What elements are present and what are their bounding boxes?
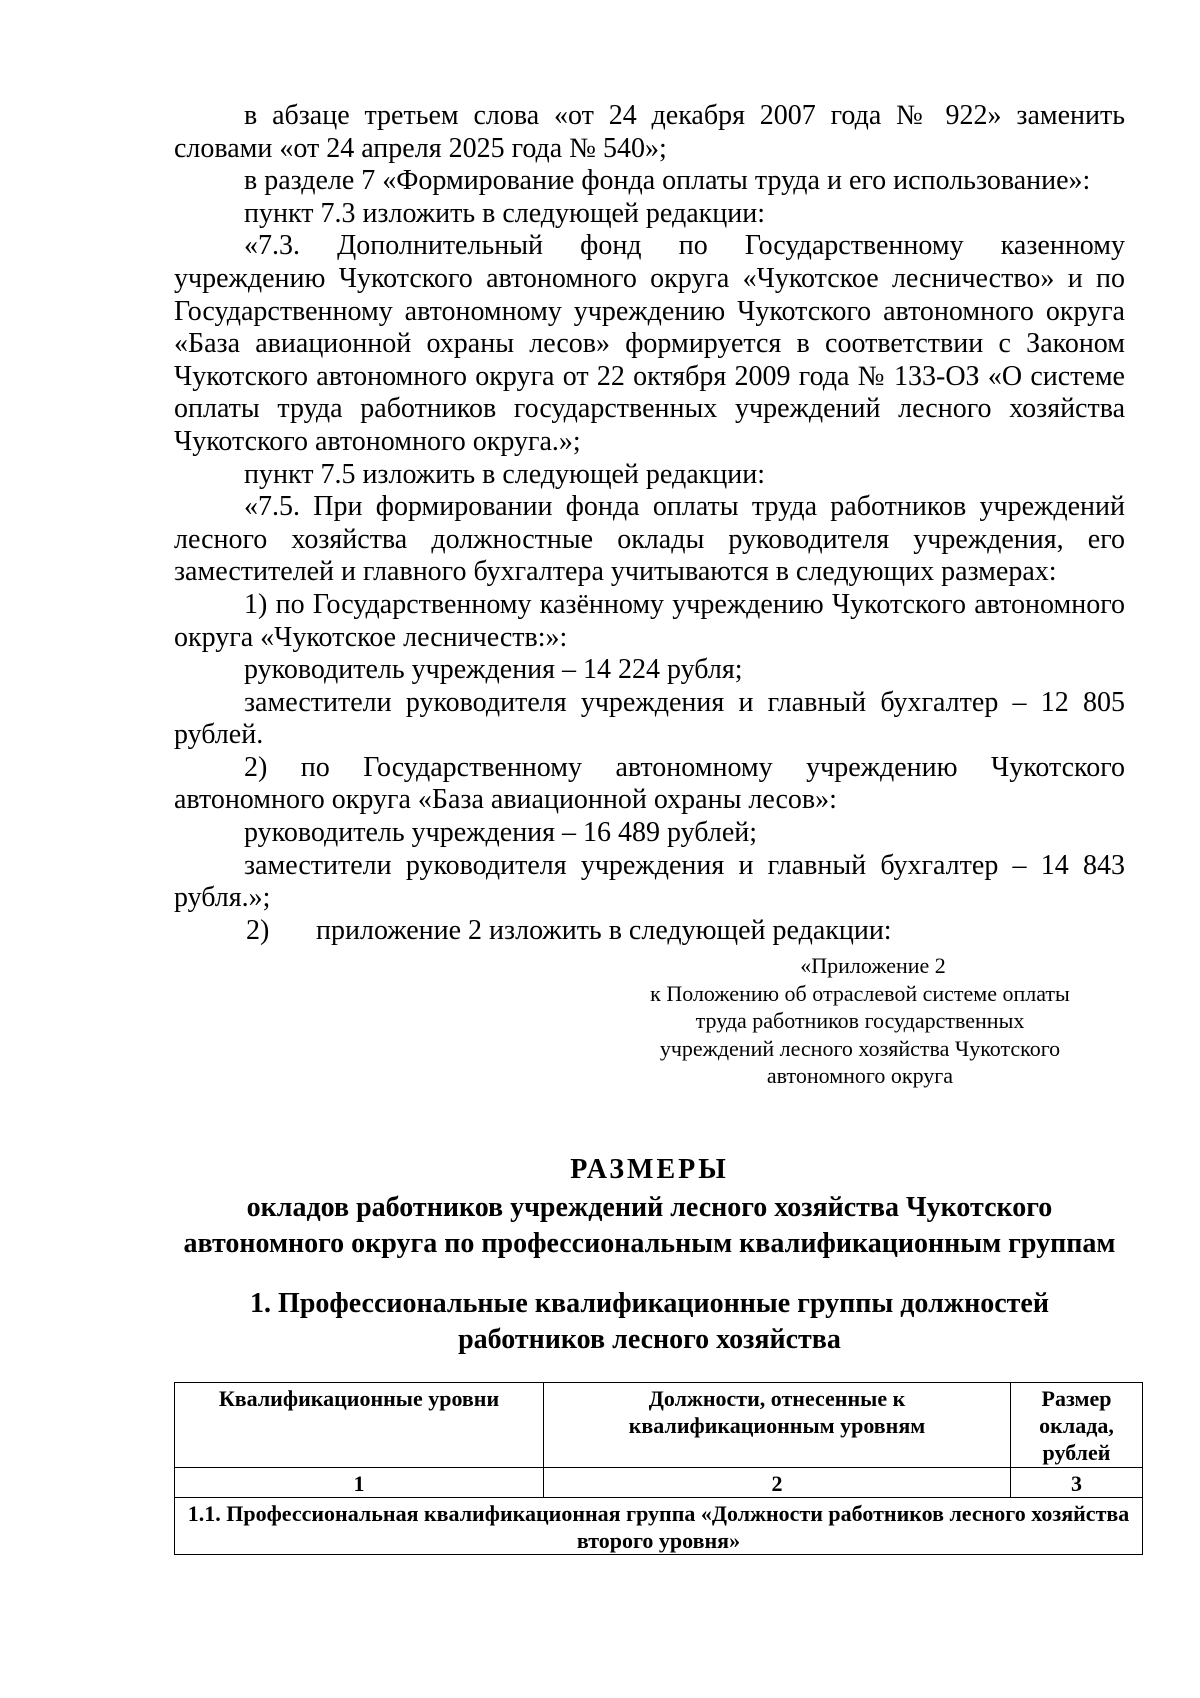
appendix-line: «Приложение 2 bbox=[800, 953, 946, 978]
table-header-cell: Размер оклада, рублей bbox=[1011, 1383, 1143, 1468]
appendix-line: учреждений лесного хозяйства Чукотского bbox=[659, 1035, 1061, 1061]
paragraph: заместители руководителя учреждения и главный бухгалтер – 14 843 рубля.»; bbox=[174, 849, 1125, 914]
subtitle-line: автономного округа по профессиональным квалификационным группам bbox=[183, 1228, 1116, 1259]
table-row bbox=[175, 1468, 1143, 1498]
paragraph: пункт 7.5 изложить в следующей редакции: bbox=[244, 458, 765, 490]
list-item-number: 2) bbox=[246, 914, 270, 946]
section-heading-line: работников лесного хозяйства bbox=[458, 1324, 841, 1355]
table-header-text: Должности, отнесенные к квалификационным уровням bbox=[628, 1386, 926, 1438]
paragraph: пункт 7.3 изложить в следующей редакции: bbox=[244, 197, 765, 229]
appendix-line: труда работников государственных bbox=[695, 1008, 1025, 1033]
section-heading bbox=[174, 1286, 1125, 1358]
table-cell: 1 bbox=[175, 1468, 544, 1498]
table-cell: 3 bbox=[1011, 1468, 1143, 1498]
paragraph: 1) по Государственному казённому учреждению Чукотского автономного округа «Чукотское лесничеств:»: bbox=[174, 588, 1125, 653]
salary-table bbox=[174, 1382, 1143, 1555]
table-cell: 2 bbox=[544, 1468, 1011, 1498]
paragraph: «7.5. При формировании фонда оплаты труда работников учреждений лесного хозяйства должностные оклады руководителя учреждения, его заместителей и главного бухгалтера учитываются в следующих размерах: bbox=[174, 491, 1125, 588]
subtitle-line: окладов работников учреждений лесного хозяйства Чукотского bbox=[246, 1192, 1053, 1223]
table-header-row bbox=[175, 1383, 1143, 1468]
appendix-line: автономного округа bbox=[766, 1063, 954, 1088]
paragraph: заместители руководителя учреждения и главный бухгалтер – 12 805 рублей. bbox=[174, 686, 1125, 751]
document-title: РАЗМЕРЫ bbox=[570, 1154, 729, 1185]
table-row bbox=[175, 1498, 1143, 1555]
list-item-text: приложение 2 изложить в следующей редакции: bbox=[316, 914, 892, 946]
table-header-cell: Квалификационные уровни bbox=[175, 1383, 544, 1468]
section-heading-line: 1. Профессиональные квалификационные группы должностей bbox=[250, 1288, 1049, 1319]
paragraph: руководитель учреждения – 16 489 рублей; bbox=[244, 817, 758, 849]
table-header-cell bbox=[544, 1383, 1011, 1468]
paragraph: 2) по Государственному автономному учреждению Чукотского автономного округа «База авиационной охраны лесов»: bbox=[174, 751, 1125, 816]
paragraph: в абзаце третьем слова «от 24 декабря 2007 года № 922» заменить словами «от 24 апреля 2025 года № 540»; bbox=[174, 100, 1125, 164]
paragraph: «7.3. Дополнительный фонд по Государственному казенному учреждению Чукотского автономного округа «Чукотское лесничество» и по Государственному автономному учреждению Чукотского автономного округа «База авиационной охраны лесов» формируется в соответствии с Законом Чукотского автономного округа от 22 октября 2009 года № 133-ОЗ «О системе оплаты труда работников государственных учреждений лесного хозяйства Чукотского автономного округа.»; bbox=[174, 230, 1125, 457]
appendix-note bbox=[600, 952, 1120, 1090]
paragraph: в разделе 7 «Формирование фонда оплаты труда и его использование»: bbox=[244, 165, 1091, 197]
table-group-cell: 1.1. Профессиональная квалификационная группа «Должности работников лесного хозяйства второго уровня» bbox=[175, 1498, 1143, 1555]
paragraph: руководитель учреждения – 14 224 рубля; bbox=[244, 654, 743, 686]
document-body bbox=[174, 100, 1125, 947]
document-subtitle bbox=[174, 1190, 1125, 1262]
list-item bbox=[174, 915, 1125, 948]
appendix-line: к Положению об отраслевой системе оплаты bbox=[650, 980, 1070, 1006]
